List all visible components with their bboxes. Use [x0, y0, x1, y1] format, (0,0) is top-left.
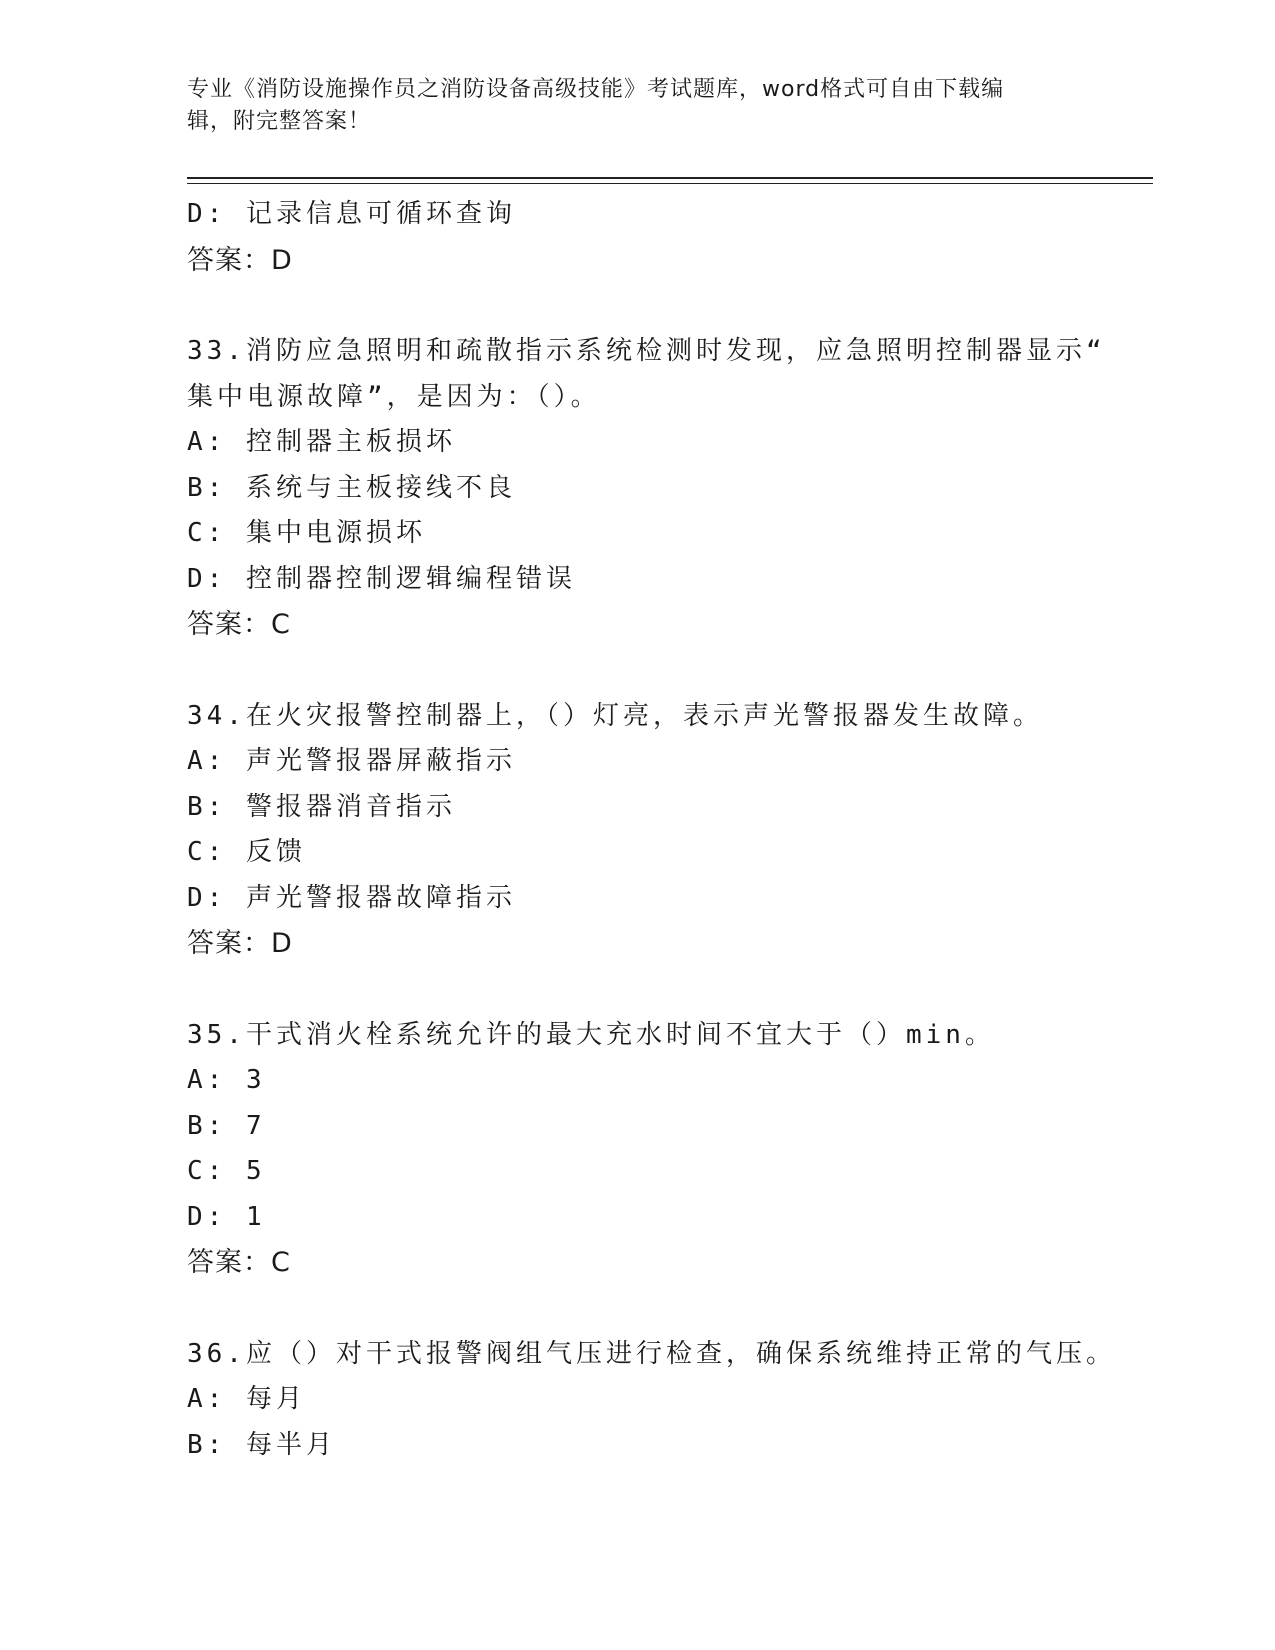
option-d: D: 1 — [187, 1201, 266, 1232]
answer-line: 答案：C — [187, 1247, 291, 1278]
option-a: A: 3 — [187, 1065, 266, 1095]
option-b: B: 7 — [187, 1110, 266, 1141]
option-c: C: 5 — [187, 1156, 266, 1186]
document-header — [187, 74, 1067, 138]
option-d: D: 声光警报器故障指示 — [187, 882, 516, 913]
header-rule-thin — [187, 183, 1153, 184]
header-line-2: 辑，附完整答案！ — [187, 109, 372, 134]
option-d: D: 记录信息可循环查询 — [187, 199, 516, 229]
question-list — [187, 192, 1116, 1468]
question-34 — [187, 694, 1087, 967]
answer-line: 答案：D — [187, 244, 293, 276]
header-rule-thick — [187, 177, 1153, 179]
option-d: D: 控制器控制逻辑编程错误 — [187, 563, 576, 594]
question-35 — [187, 1013, 1087, 1286]
answer-line: 答案：D — [187, 928, 293, 959]
question-stem-line: 36.应（）对干式报警阀组气压进行检查，确保系统维持正常的气压。 — [187, 1338, 1116, 1369]
question-stem-line: 33.消防应急照明和疏散指示系统检测时发现，应急照明控制器显示“ — [187, 336, 1106, 366]
option-a: A: 声光警报器屏蔽指示 — [187, 746, 516, 776]
question-33 — [187, 329, 1106, 648]
question-36 — [187, 1332, 1116, 1469]
option-c: C: 集中电源损坏 — [187, 518, 426, 548]
option-a: A: 控制器主板损坏 — [187, 427, 456, 457]
option-b: B: 警报器消音指示 — [187, 791, 456, 822]
option-b: B: 系统与主板接线不良 — [187, 472, 516, 503]
question-stem-line: 34.在火灾报警控制器上，（）灯亮，表示声光警报器发生故障。 — [187, 700, 1043, 731]
option-a: A: 每月 — [187, 1384, 306, 1414]
question-stem-line: 35.干式消火栓系统允许的最大充水时间不宜大于（）min。 — [187, 1019, 995, 1050]
header-line-1: 专业《消防设施操作员之消防设备高级技能》考试题库，word格式可自由下载编 — [187, 77, 1005, 102]
option-c: C: 反馈 — [187, 837, 306, 867]
option-b: B: 每半月 — [187, 1429, 336, 1460]
answer-line: 答案：C — [187, 609, 291, 640]
question-stem-line: 集中电源故障”，是因为：（）。 — [187, 381, 601, 412]
